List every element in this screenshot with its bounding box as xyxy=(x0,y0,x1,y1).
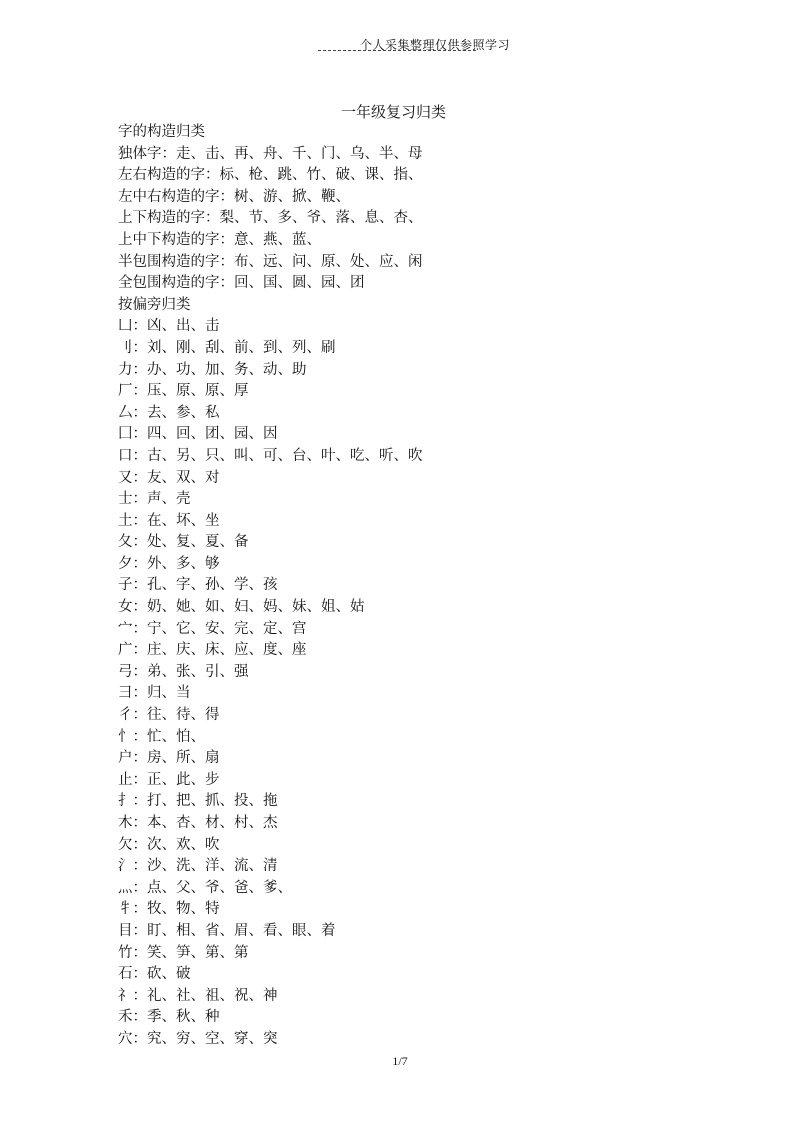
text-line: 口：古、另、只、叫、可、台、叶、吃、听、吹 xyxy=(118,447,423,464)
text-line: 忄：忙、怕、 xyxy=(118,728,205,745)
header-text: 个人采集整理仅供参照学习 xyxy=(359,38,510,52)
text-line: 石：砍、破 xyxy=(118,966,191,983)
text-line: 夕：外、多、够 xyxy=(118,555,220,572)
text-line: 目：盯、相、省、眉、看、眼、着 xyxy=(118,922,336,939)
text-line: 左右构造的字：标、枪、跳、竹、破、课、指、 xyxy=(118,167,423,184)
page-number: 1/7 xyxy=(392,1054,408,1068)
text-line: 氵：沙、洗、洋、流、清 xyxy=(118,858,278,875)
text-line: 禾：季、秋、种 xyxy=(118,1009,220,1026)
text-line: 独体字：走、击、再、舟、千、门、乌、半、母 xyxy=(118,145,423,162)
text-line: 力：办、功、加、务、动、助 xyxy=(118,361,307,378)
text-line: 灬：点、父、爷、爸、爹、 xyxy=(118,879,292,896)
text-line: 木：本、杏、材、村、杰 xyxy=(118,815,278,831)
text-line: 扌：打、把、抓、投、拖 xyxy=(118,793,278,810)
text-line: 牜：牧、物、特 xyxy=(118,901,220,918)
text-line: 止：正、此、步 xyxy=(118,771,220,788)
text-line: 土：在、坏、坐 xyxy=(118,512,220,529)
text-line: 欠：次、欢、吹 xyxy=(118,836,220,853)
text-line: 左中右构造的字：树、游、掀、鞭、 xyxy=(118,188,350,205)
text-line: 厶：去、参、私 xyxy=(118,404,220,421)
text-line: 字的构造归类 xyxy=(118,124,205,140)
document-title: 一年级复习归类 xyxy=(341,103,447,121)
text-line: 女：奶、她、如、妇、妈、妹、姐、姑 xyxy=(118,599,365,616)
text-line: 半包围构造的字：布、远、问、原、处、应、闲 xyxy=(118,253,423,270)
header-dashed-rule xyxy=(318,50,476,51)
text-line: 礻：礼、社、祖、祝、神 xyxy=(118,987,278,1004)
text-line: 竹：笑、笋、第、第 xyxy=(118,944,249,961)
text-line: 户：房、所、扇 xyxy=(118,750,220,767)
text-line: 厂：压、原、原、厚 xyxy=(118,383,249,400)
text-line: 穴：究、穷、空、穿、突 xyxy=(118,1030,278,1047)
text-line: 囗：四、回、团、园、因 xyxy=(118,426,278,443)
text-line: 广：庄、庆、床、应、度、座 xyxy=(118,642,307,659)
text-line: 夂：处、复、夏、备 xyxy=(118,534,249,551)
text-line: 彳：往、待、得 xyxy=(118,707,220,724)
text-line: 弓：弟、张、引、强 xyxy=(118,663,249,680)
document-body xyxy=(118,122,718,1051)
text-line: 宀：宁、它、安、完、定、宫 xyxy=(118,620,307,637)
text-line: 凵：凶、出、击 xyxy=(118,318,220,335)
text-line: 上下构造的字：梨、节、多、爷、落、息、杏、 xyxy=(118,210,423,227)
text-line: 子：孔、字、孙、学、孩 xyxy=(118,577,278,594)
text-line: 彐：归、当 xyxy=(118,685,191,702)
text-line: 全包围构造的字：回、国、圆、园、团 xyxy=(118,275,365,292)
text-line: 士：声、壳 xyxy=(118,491,191,508)
text-line: 又：友、双、对 xyxy=(118,469,220,486)
text-line: 按偏旁归类 xyxy=(118,296,191,313)
text-line: 刂：刘、刚、刮、前、到、列、刷 xyxy=(118,339,336,356)
text-line: 上中下构造的字：意、燕、蓝、 xyxy=(118,231,321,248)
